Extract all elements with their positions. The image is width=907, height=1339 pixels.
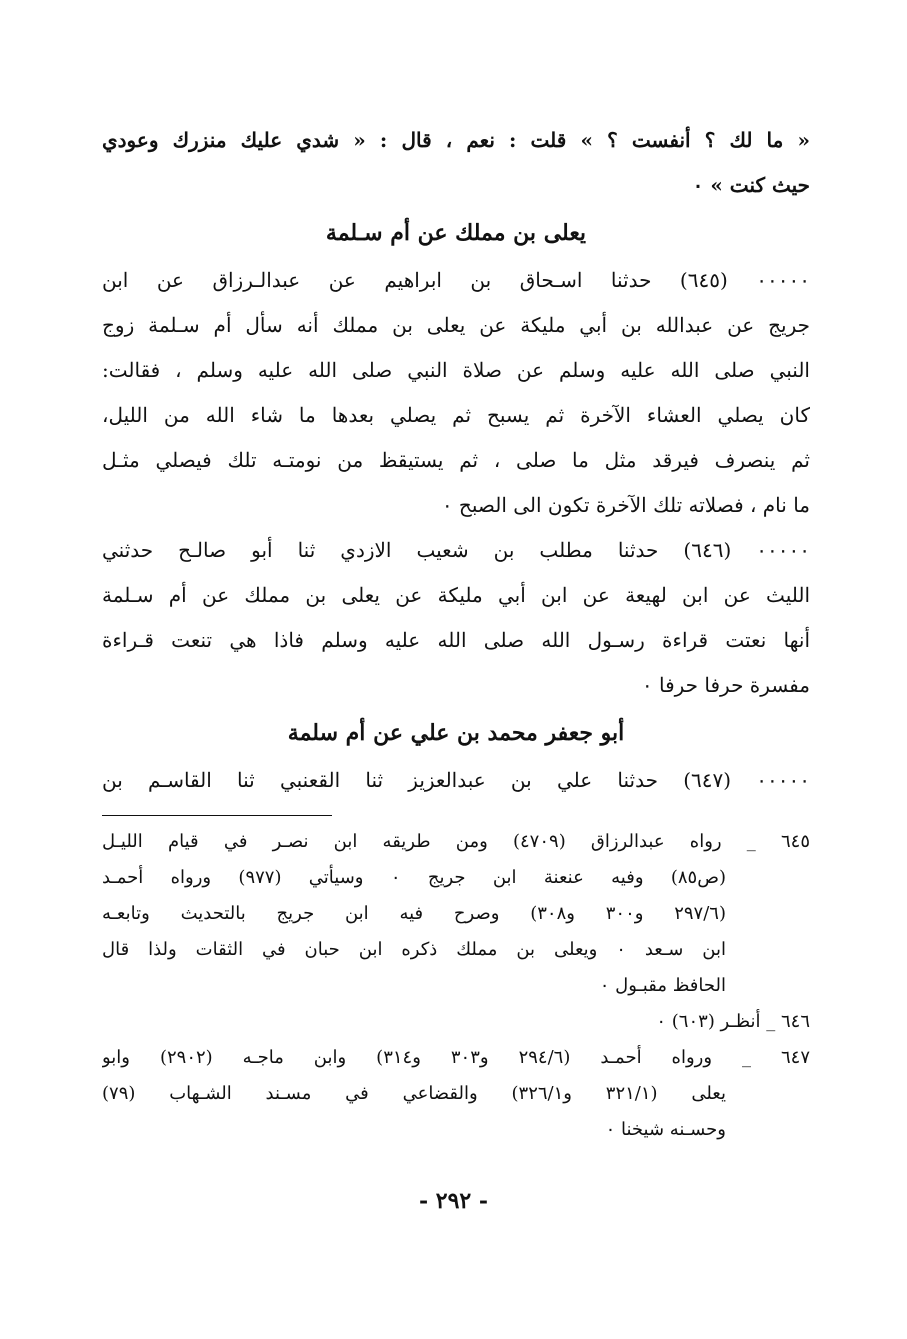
para-646-line-4: مفسرة حرفا حرفا ٠ bbox=[641, 673, 810, 697]
para-646-line-2: الليث عن ابن لهيعة عن ابن أبي مليكة عن يعلى بن مملك عن أم سـلمة bbox=[102, 583, 810, 607]
footnote-647-line-1: ٦٤٧ _ ورواه أحمـد (٢٩٤/٦ و٣٠٣ و٣١٤) وابن ماجـه (٢٩٠٢) وابو bbox=[102, 1047, 810, 1068]
para-645-line-2: جريج عن عبدالله بن أبي مليكة عن يعلى بن مملك أنه سأل أم سـلمة زوج bbox=[102, 313, 810, 337]
intro-line-2: حيث كنت » ٠ bbox=[692, 173, 810, 197]
footnote-646: ٦٤٦ _ أنظـر (٦٠٣) ٠ bbox=[656, 1011, 810, 1032]
footnote-645-line-5: الحافظ مقبـول ٠ bbox=[599, 975, 726, 996]
para-646-line-1: ٠٠٠٠٠ (٦٤٦) حدثنا مطلب بن شعيب الازدي ثنا أبو صالـح حدثني bbox=[102, 538, 810, 562]
footnote-645-line-2: (ص٨٥) وفيه عنعنة ابن جريج ٠ وسيأتي (٩٧٧) ورواه أحمـد bbox=[102, 867, 726, 888]
footnote-645-line-1: ٦٤٥ _ رواه عبدالرزاق (٤٧٠٩) ومن طريقه ابن نصـر في قيام الليـل bbox=[102, 831, 810, 852]
para-645-line-5: ثم ينصرف فيرقد مثل ما صلى ، ثم يستيقظ من نومتـه تلك فيصلي مثـل bbox=[102, 448, 810, 472]
para-646-line-3: أنها نعتت قراءة رسـول الله صلى الله عليه وسلم فاذا هي تنعت قـراءة bbox=[102, 628, 810, 652]
para-645-line-6: ما نام ، فصلاته تلك الآخرة تكون الى الصبح ٠ bbox=[441, 493, 810, 517]
para-645-line-1: ٠٠٠٠٠ (٦٤٥) حدثنا اسـحاق بن ابراهيم عن عبدالـرزاق عن ابن bbox=[102, 268, 810, 292]
para-647-line-1: ٠٠٠٠٠ (٦٤٧) حدثنا علي بن عبدالعزيز ثنا القعنبي ثنا القاسـم بن bbox=[102, 768, 810, 792]
intro-line-1: « ما لك ؟ أنفست ؟ » قلت : نعم ، قال : « شدي عليك منزرك وعودي bbox=[102, 128, 810, 152]
page-body bbox=[102, 118, 810, 1148]
footnote-separator bbox=[102, 815, 332, 816]
para-645-line-4: كان يصلي العشاء الآخرة ثم يسبح ثم يصلي بعدها ما شاء الله من الليل، bbox=[102, 403, 810, 427]
section-heading-2: أبو جعفر محمد بن علي عن أم سلمة bbox=[287, 720, 625, 746]
footnote-647-line-2: يعلى (٣٢١/١ و٣٢٦/١) والقضاعي في مسـند الشـهاب (٧٩) bbox=[102, 1083, 727, 1104]
footnote-645-line-3: (٢٩٧/٦ و٣٠٠ و٣٠٨) وصرح فيه ابن جريج بالتحديث وتابعـه bbox=[102, 903, 726, 924]
footnotes bbox=[102, 824, 810, 1148]
para-645-line-3: النبي صلى الله عليه وسلم عن صلاة النبي صلى الله عليه وسلم ، فقالت: bbox=[102, 358, 810, 382]
footnote-647-line-3: وحسـنه شيخنا ٠ bbox=[605, 1119, 726, 1140]
page-number: - ٢٩٢ - bbox=[418, 1188, 489, 1214]
footnote-645-line-4: ابن سـعد ٠ ويعلى بن مملك ذكره ابن حبان في الثقات ولذا قال bbox=[102, 939, 726, 960]
section-heading-1: يعلى بن مملك عن أم سـلمة bbox=[325, 220, 587, 246]
